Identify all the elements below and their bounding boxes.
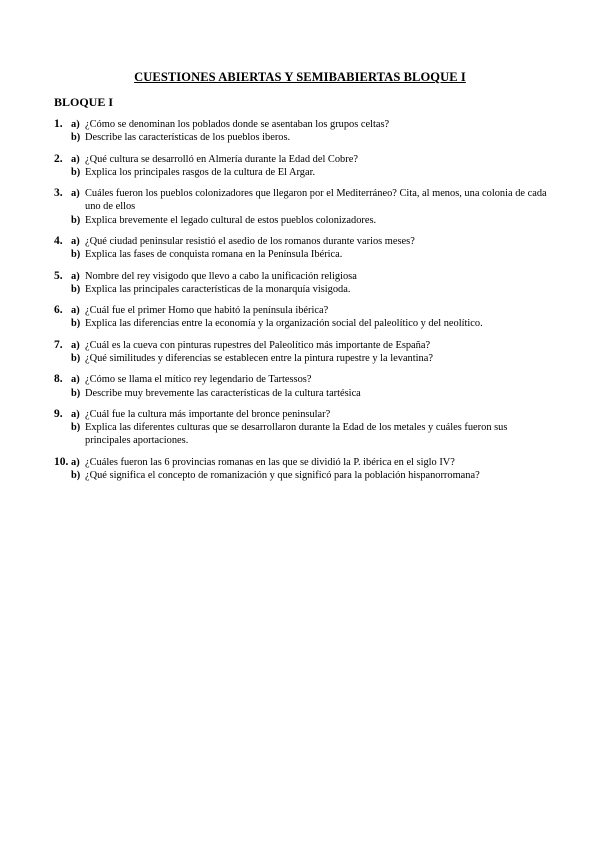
question-list bbox=[54, 118, 554, 490]
part-a-text: ¿Qué cultura se desarrolló en Almería durante la Edad del Cobre? bbox=[85, 153, 358, 165]
part-b-text: Explica brevemente el legado cultural de estos pueblos colonizadores. bbox=[85, 214, 377, 226]
question-item bbox=[54, 153, 554, 179]
part-a-label: a) bbox=[71, 270, 80, 282]
question-number: 4. bbox=[54, 234, 63, 247]
question-item bbox=[54, 408, 554, 448]
question-part-b bbox=[71, 248, 554, 261]
question-item bbox=[54, 235, 554, 261]
part-a-label: a) bbox=[71, 374, 80, 386]
question-item bbox=[54, 339, 554, 365]
question-part-a bbox=[71, 373, 554, 386]
question-parts bbox=[71, 304, 554, 330]
part-b-label: b) bbox=[71, 422, 81, 434]
question-parts bbox=[71, 187, 554, 227]
part-a-label: a) bbox=[71, 305, 80, 317]
question-part-a bbox=[71, 304, 554, 317]
question-item bbox=[54, 270, 554, 296]
part-a-label: a) bbox=[71, 119, 80, 130]
part-a-label: a) bbox=[71, 339, 80, 351]
part-a-text: ¿Qué ciudad peninsular resistió el asedio de los romanos durante varios meses? bbox=[85, 235, 415, 247]
part-b-label: b) bbox=[71, 469, 81, 481]
part-b-text: Describe las características de los pueblos iberos. bbox=[85, 132, 291, 144]
question-number: 8. bbox=[54, 373, 63, 386]
part-b-label: b) bbox=[71, 214, 81, 226]
part-a-text: ¿Cómo se llama el mítico rey legendario de Tartessos? bbox=[85, 374, 312, 386]
question-part-a bbox=[71, 235, 554, 248]
question-item bbox=[54, 456, 554, 482]
part-b-text: ¿Qué similitudes y diferencias se establecen entre la pintura rupestre y la levantina? bbox=[85, 352, 433, 364]
part-a-label: a) bbox=[71, 456, 80, 468]
part-b-label: b) bbox=[71, 352, 81, 364]
question-number: 9. bbox=[54, 407, 63, 420]
question-part-b bbox=[71, 131, 554, 144]
part-b-text: Explica los principales rasgos de la cultura de El Argar. bbox=[85, 166, 316, 178]
part-a-label: a) bbox=[71, 235, 80, 247]
question-number: 10. bbox=[54, 455, 69, 468]
question-part-b bbox=[71, 352, 554, 365]
question-number: 3. bbox=[54, 187, 63, 200]
part-b-text: Describe muy brevemente las características de la cultura tartésica bbox=[85, 387, 361, 399]
part-a-text: ¿Cuáles fueron las 6 provincias romanas en las que se dividió la P. ibérica en el siglo IV? bbox=[85, 456, 455, 468]
part-a-text: ¿Cuál fue la cultura más importante del bronce peninsular? bbox=[85, 408, 331, 420]
question-parts bbox=[71, 373, 554, 399]
question-part-a bbox=[71, 153, 554, 166]
question-parts bbox=[71, 408, 554, 448]
part-a-label: a) bbox=[71, 188, 80, 200]
question-number: 1. bbox=[54, 118, 63, 130]
question-part-b bbox=[71, 283, 554, 296]
question-number: 2. bbox=[54, 152, 63, 165]
part-b-text: Explica las principales características de la monarquía visigoda. bbox=[85, 283, 351, 295]
part-a-text: Nombre del rey visigodo que llevo a cabo la unificación religiosa bbox=[85, 270, 357, 282]
question-item bbox=[54, 373, 554, 399]
question-number: 5. bbox=[54, 269, 63, 282]
question-part-a bbox=[71, 408, 554, 421]
part-b-label: b) bbox=[71, 283, 81, 295]
part-b-label: b) bbox=[71, 166, 81, 178]
section-heading: BLOQUE I bbox=[54, 95, 114, 109]
part-a-text: ¿Cómo se denominan los poblados donde se asentaban los grupos celtas? bbox=[85, 119, 390, 130]
part-b-text: Explica las diferentes culturas que se desarrollaron durante la Edad de los metales y cuáles fueron sus principales aportaciones. bbox=[85, 422, 508, 447]
question-part-b bbox=[71, 387, 554, 400]
part-a-label: a) bbox=[71, 153, 80, 165]
question-parts bbox=[71, 270, 554, 296]
question-item bbox=[54, 187, 554, 227]
question-number: 7. bbox=[54, 338, 63, 351]
question-parts bbox=[71, 456, 554, 482]
part-b-label: b) bbox=[71, 132, 81, 144]
question-part-a bbox=[71, 270, 554, 283]
question-part-a bbox=[71, 187, 554, 213]
question-part-b bbox=[71, 214, 554, 227]
question-item bbox=[54, 304, 554, 330]
part-b-text: Explica las fases de conquista romana en la Península Ibérica. bbox=[85, 249, 343, 261]
question-parts bbox=[71, 153, 554, 179]
question-parts bbox=[71, 118, 554, 144]
part-a-text: Cuáles fueron los pueblos colonizadores que llegaron por el Mediterráneo? Cita, al menos, una colonia de cada uno de ellos bbox=[85, 188, 547, 213]
part-b-label: b) bbox=[71, 249, 81, 261]
part-b-label: b) bbox=[71, 387, 81, 399]
part-a-label: a) bbox=[71, 408, 80, 420]
question-part-b bbox=[71, 317, 554, 330]
part-a-text: ¿Cuál es la cueva con pinturas rupestres del Paleolítico más importante de España? bbox=[85, 339, 431, 351]
question-part-b bbox=[71, 469, 554, 482]
question-parts bbox=[71, 235, 554, 261]
part-b-text: ¿Qué significa el concepto de romanización y que significó para la población hispanorromana? bbox=[85, 469, 480, 481]
question-parts bbox=[71, 339, 554, 365]
question-part-a bbox=[71, 339, 554, 352]
question-part-a bbox=[71, 456, 554, 469]
part-b-text: Explica las diferencias entre la economía y la organización social del paleolítico y del neolítico. bbox=[85, 318, 483, 330]
question-number: 6. bbox=[54, 304, 63, 317]
question-part-b bbox=[71, 166, 554, 179]
part-b-label: b) bbox=[71, 318, 81, 330]
question-part-b bbox=[71, 421, 554, 447]
question-item bbox=[54, 118, 554, 144]
question-part-a bbox=[71, 118, 554, 131]
document-title: CUESTIONES ABIERTAS Y SEMIBABIERTAS BLOQUE I bbox=[134, 70, 466, 84]
part-a-text: ¿Cuál fue el primer Homo que habitó la península ibérica? bbox=[85, 305, 329, 317]
